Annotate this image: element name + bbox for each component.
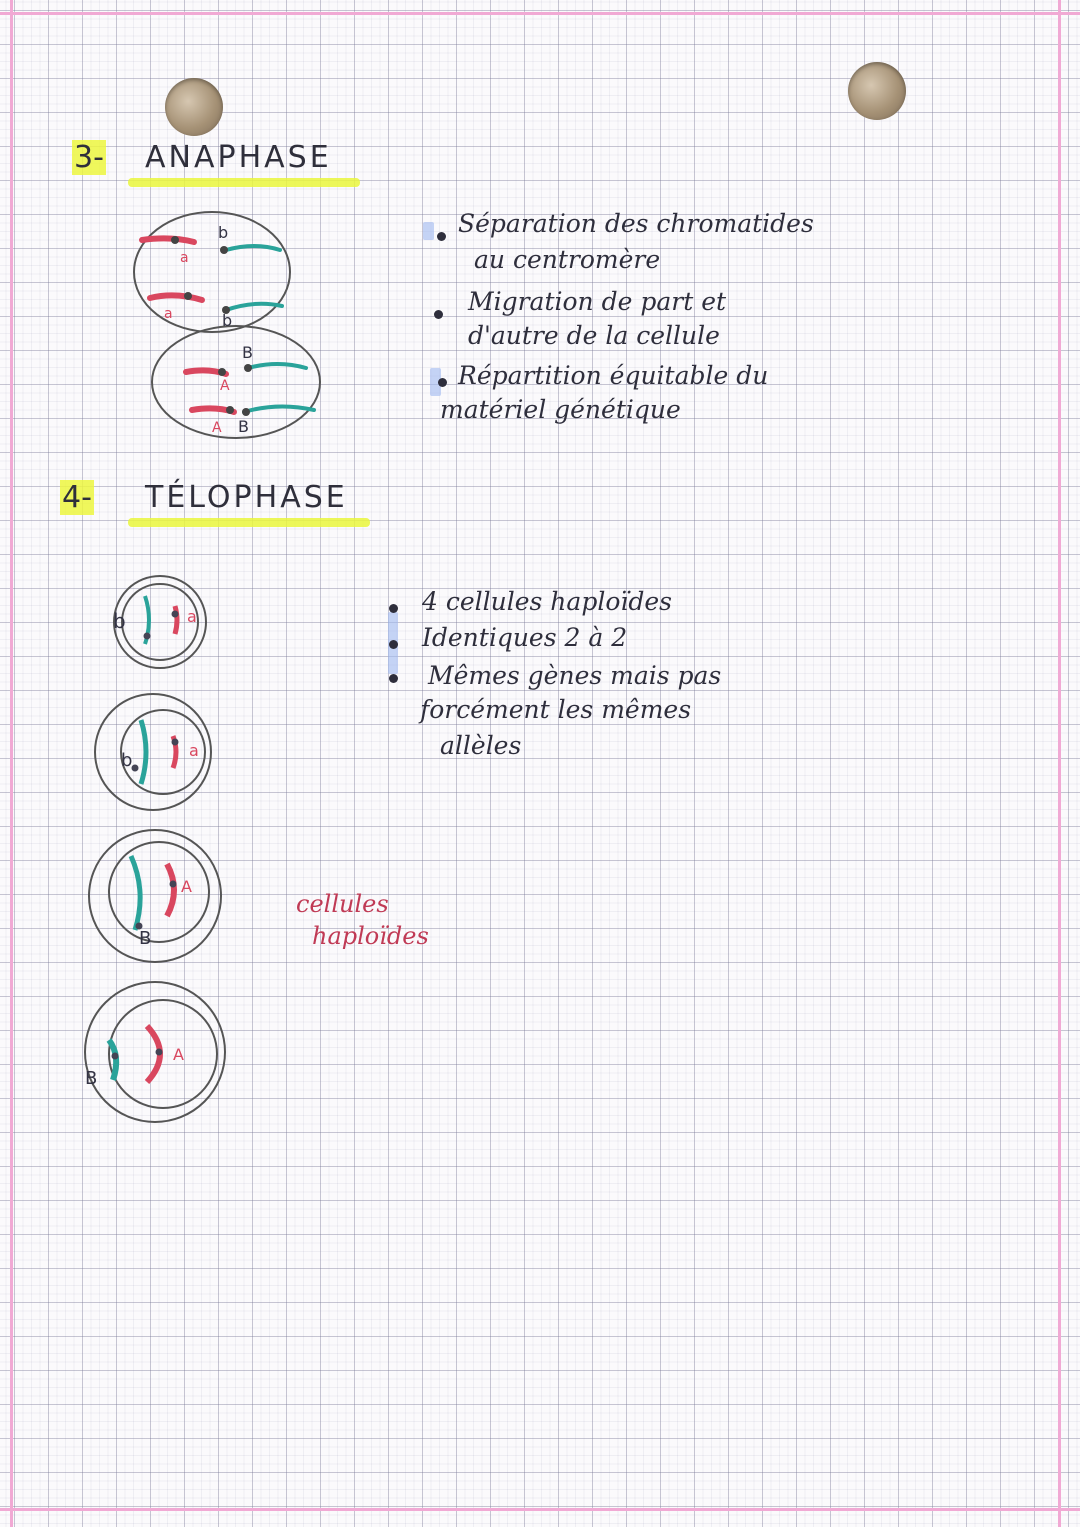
bullet [438, 378, 447, 387]
margin-top [0, 12, 1080, 15]
bullet [437, 232, 446, 241]
chromatid-teal-1 [226, 246, 280, 250]
margin-left [10, 0, 13, 1527]
centromere [218, 368, 226, 376]
anaphase-note-line-1: Séparation des chromatides [458, 209, 814, 238]
haploid-cells-label-line-2: haploïdes [312, 922, 429, 950]
punch-hole-left [165, 78, 223, 136]
centromere [226, 406, 234, 414]
anaphase-note-line-6: matériel génétique [440, 395, 681, 424]
centromere [220, 246, 228, 254]
anaphase-note-line-5: Répartition équitable du [458, 361, 769, 390]
punch-hole-right [848, 62, 906, 120]
telophase-cell-1 [113, 576, 206, 668]
anaphase-cell-top [134, 212, 290, 332]
allele-label: a [164, 306, 173, 322]
bullet [389, 640, 398, 649]
centromere [244, 364, 252, 372]
anaphase-note-line-3: Migration de part et [468, 287, 727, 316]
anaphase-diagram [130, 210, 330, 450]
anaphase-title-underline [128, 178, 360, 187]
centromere [171, 236, 179, 244]
anaphase-title: ANAPHASE [145, 140, 332, 175]
cell-allele-left: b [113, 609, 126, 633]
telophase-note-line-2: Identiques 2 à 2 [422, 623, 628, 652]
anaphase-cell-bottom [152, 326, 320, 438]
haploid-cells-label-line-1: cellules [296, 890, 389, 918]
telophase-cell-2 [95, 694, 211, 810]
telophase-cell-4 [85, 982, 225, 1122]
bullet [389, 604, 398, 613]
centromere [184, 292, 192, 300]
cell-allele-right: a [189, 741, 199, 760]
allele-label: A [220, 378, 230, 394]
cell-allele-left: B [139, 928, 152, 949]
telophase-note-line-3: Mêmes gènes mais pas [428, 661, 722, 690]
margin-bottom [0, 1508, 1080, 1511]
telophase-title-underline [128, 518, 370, 527]
anaphase-note-line-4: d'autre de la cellule [468, 321, 720, 350]
telophase-note-line-4: forcément les mêmes [420, 695, 692, 724]
telophase-note-line-1: 4 cellules haploïdes [422, 587, 672, 616]
chromatid-red-1 [142, 238, 194, 242]
cell-allele-right: a [187, 607, 197, 626]
anaphase-note-line-2: au centromère [474, 245, 661, 274]
cell-allele-left: B [85, 1068, 98, 1089]
allele-label: a [180, 250, 189, 266]
allele-label: A [212, 420, 222, 436]
cell-allele-left: b [121, 750, 133, 771]
chromatid-red-2 [150, 295, 202, 300]
bullet [434, 310, 443, 319]
telophase-note-line-5: allèles [440, 731, 522, 760]
telophase-diagram [55, 570, 245, 1130]
allele-label: b [218, 223, 229, 242]
chromatid-teal-4 [244, 406, 314, 412]
allele-label: B [242, 343, 253, 362]
centromere [242, 408, 250, 416]
telophase-cell-3 [89, 830, 221, 962]
allele-label: B [238, 417, 249, 436]
anaphase-number: 3- [74, 140, 104, 175]
bullet [389, 674, 398, 683]
cell-allele-right: A [181, 877, 192, 896]
margin-right [1058, 0, 1061, 1527]
cell-allele-right: A [173, 1045, 184, 1064]
note-highlight [423, 222, 434, 240]
allele-label: b [222, 311, 233, 330]
telophase-title: TÉLOPHASE [145, 480, 348, 515]
telophase-number: 4- [62, 480, 92, 515]
chromatid-teal-3 [248, 364, 306, 368]
